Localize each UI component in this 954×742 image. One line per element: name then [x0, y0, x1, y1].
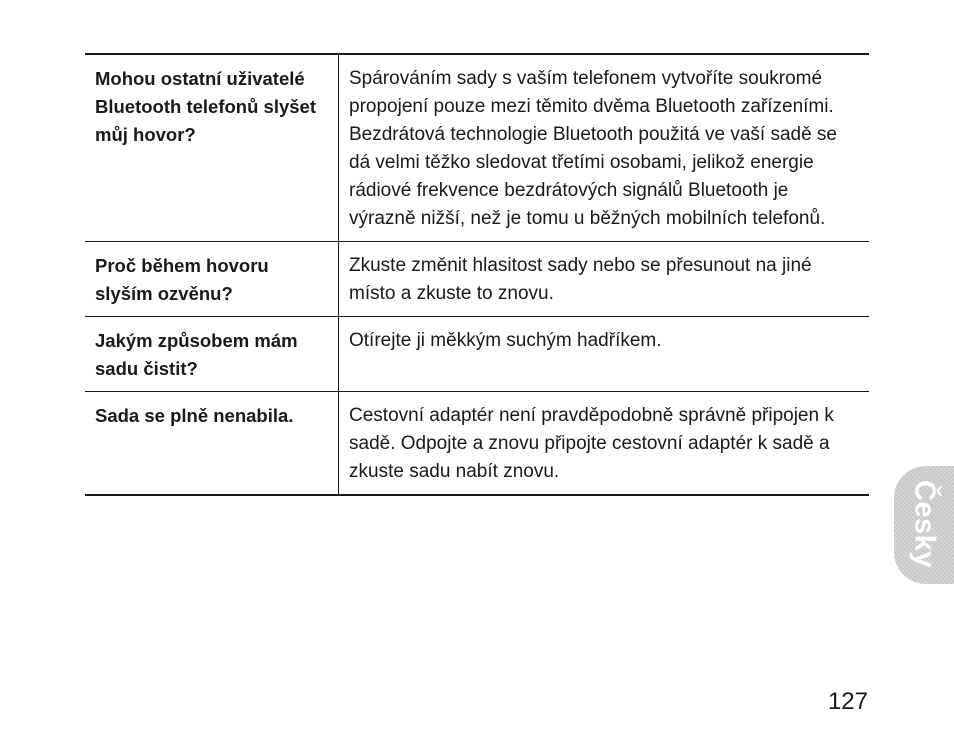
- faq-table: [85, 53, 869, 496]
- faq-question: Jakým způsobem mám sadu čistit?: [85, 317, 339, 392]
- faq-row: [85, 392, 869, 496]
- faq-row: [85, 242, 869, 317]
- faq-answer: Spárováním sady s vaším telefonem vytvoříte soukromé propojení pouze mezi těmito dvěma Bluetooth zařízeními. Bezdrátová technologie Bluetooth použitá ve vaší sadě se dá velmi těžko sledovat třetími osobami, jelikož energie rádiové frekvence bezdrátových signálů Bluetooth je výrazně nižší, než je tomu u běžných mobilních telefonů.: [349, 68, 837, 229]
- faq-question: Mohou ostatní uživatelé Bluetooth telefonů slyšet můj hovor?: [85, 54, 339, 242]
- language-tab-label: Česky: [908, 480, 941, 568]
- faq-question: Proč během hovoru slyším ozvěnu?: [85, 242, 339, 317]
- faq-answer: Otírejte ji měkkým suchým hadříkem.: [349, 330, 662, 351]
- faq-answer: Cestovní adaptér není pravděpodobně správně připojen k sadě. Odpojte a znovu připojte cestovní adaptér k sadě a zkuste sadu nabít znovu.: [349, 405, 834, 482]
- faq-answer: Zkuste změnit hlasitost sady nebo se přesunout na jiné místo a zkuste to znovu.: [349, 255, 812, 304]
- language-tab: [894, 466, 954, 584]
- page-number: 127: [827, 688, 868, 715]
- faq-question: Sada se plně nenabila.: [85, 392, 339, 496]
- faq-row: [85, 54, 869, 242]
- faq-row: [85, 317, 869, 392]
